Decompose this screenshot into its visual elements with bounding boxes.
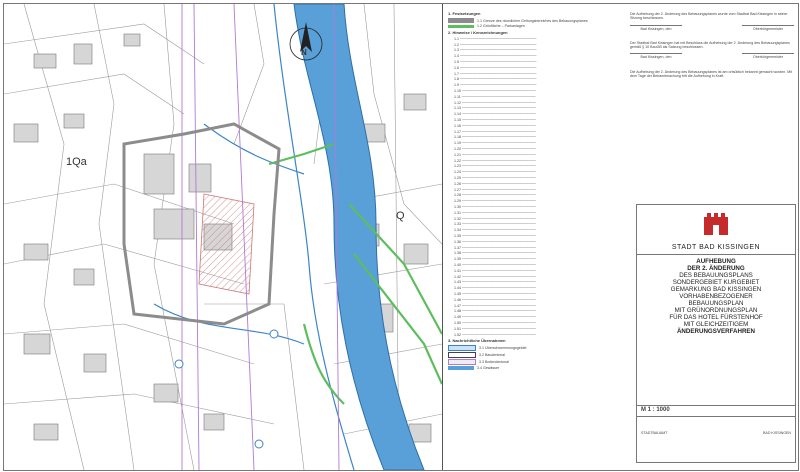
legend-swatch: [448, 352, 476, 358]
legend-section-1: 1. Festsetzungen: [448, 11, 481, 16]
coat-of-arms-icon: [701, 211, 731, 237]
plan-sheet: [3, 3, 799, 471]
scale-label: M 1 : 1000: [637, 404, 795, 417]
legend-item: 3.1 Überschwemmungsgebiet: [448, 345, 624, 351]
district-label-right: Q: [396, 210, 405, 222]
scale-footer: STADTBAUAMT BAD KISSINGEN: [641, 431, 791, 435]
legend-item: 3.4 Gewässer: [448, 366, 624, 370]
markers: [175, 330, 278, 448]
scale-block: [636, 404, 796, 463]
legend-swatch: [448, 345, 476, 351]
legend-item: 1.1 Grenze des räumlichen Geltungsbereiches des Bebauungsplanes: [448, 18, 624, 23]
legend: [448, 10, 624, 466]
legend-item: 3.2 Baudenkmal: [448, 352, 624, 358]
legend-item: 3.3 Bodendenkmal: [448, 359, 624, 365]
city-name: STADT BAD KISSINGEN: [671, 244, 761, 251]
legend-swatch: [448, 359, 476, 365]
river: [294, 4, 424, 470]
note-1: Die Aufhebung der 2. Änderung des Bebauungsplanes wurde vom Stadtrat Bad Kissingen in seiner Sitzung beschlossen.: [630, 12, 788, 21]
note-3: Die Aufhebung der 2. Änderung des Bebauungsplanes ist am ortsüblich bekannt gemacht worden. Mit dem Tage der Bekanntmachung tritt die Aufhebung in Kraft.: [630, 69, 793, 79]
legend-section-3: 3. Nachrichtliche Übernahmen: [448, 337, 506, 343]
north-label: N: [301, 48, 307, 57]
signature-2: Bad Kissingen, den Oberbürgermeister: [630, 53, 794, 59]
legend-swatch: [448, 25, 474, 28]
site-map: [4, 4, 443, 470]
legend-section-2: 2. Hinweise / Kennzeichnungen: [448, 29, 508, 35]
district-label-left: 1Qa: [66, 156, 87, 168]
map-drawing: [4, 4, 442, 470]
title-block: STADT BAD KISSINGEN AUFHEBUNG DER 2. ÄNDERUNG DES BEBAUUNGSPLANS SONDERGEBIET KURGEBIET GEMARKUNG BAD KISSINGEN VORHABENBEZOGENER BEBAUUNGSPLAN MIT GRÜNORDNUNGSPLAN FÜR DAS HOTEL FÜRSTENHOF MIT GLEICHZEITIGEM ÄNDERUNGSVERFAHREN: [636, 204, 796, 406]
note-2: Der Stadtrat Bad Kissingen hat mit Beschluss die Aufhebung der 2. Änderung des Bebauungsplanes gemäß § 10 BauGB als Satzung beschlossen.: [630, 40, 790, 50]
legend-item: 1.2 Grünfläche – Parkanlagen: [448, 24, 624, 28]
legend-swatch: [448, 18, 474, 23]
legend-notes: 1.1 ────────────────────────────── 1.2 ────────────────────────────── 1.3 ────────────────────────────── 1.4 ────────────────────────────── 1.5 ────────────────────────────── 1.6 ────────────────────────────── 1.7 ────────────────────────────── 1.8 ────────────────────────────── 1.9 ────────────────────────────── 1.10 ───────────────────────────── 1.11 ───────────────────────────── 1.12 ───────────────────────────── 1.13 ───────────────────────────── 1.14 ───────────────────────────── 1.15 ───────────────────────────── 1.16 ───────────────────────────── 1.17 ───────────────────────────── 1.18 ───────────────────────────── 1.19 ───────────────────────────── 1.20 ───────────────────────────── 1.21 ───────────────────────────── 1.22 ───────────────────────────── 1.23 ───────────────────────────── 1.24 ───────────────────────────── 1.25 ───────────────────────────── 1.26 ───────────────────────────── 1.27 ───────────────────────────── 1.28 ───────────────────────────── 1.29 ───────────────────────────── 1.30 ───────────────────────────── 1.31 ───────────────────────────── 1.32 ───────────────────────────── 1.33 ───────────────────────────── 1.34 ───────────────────────────── 1.35 ───────────────────────────── 1.36 ───────────────────────────── 1.37 ───────────────────────────── 1.38 ───────────────────────────── 1.39 ───────────────────────────── 1.40 ───────────────────────────── 1.41 ───────────────────────────── 1.42 ───────────────────────────── 1.43 ───────────────────────────── 1.44 ───────────────────────────── 1.45 ───────────────────────────── 1.46 ───────────────────────────── 1.47 ───────────────────────────── 1.48 ───────────────────────────── 1.49 ───────────────────────────── 1.50 ───────────────────────────── 1.51 ───────────────────────────── 1.52 ─────────────────────────────: [454, 36, 537, 337]
legend-swatch: [448, 366, 474, 370]
signature-1: Bad Kissingen, den Oberbürgermeister: [630, 25, 794, 31]
